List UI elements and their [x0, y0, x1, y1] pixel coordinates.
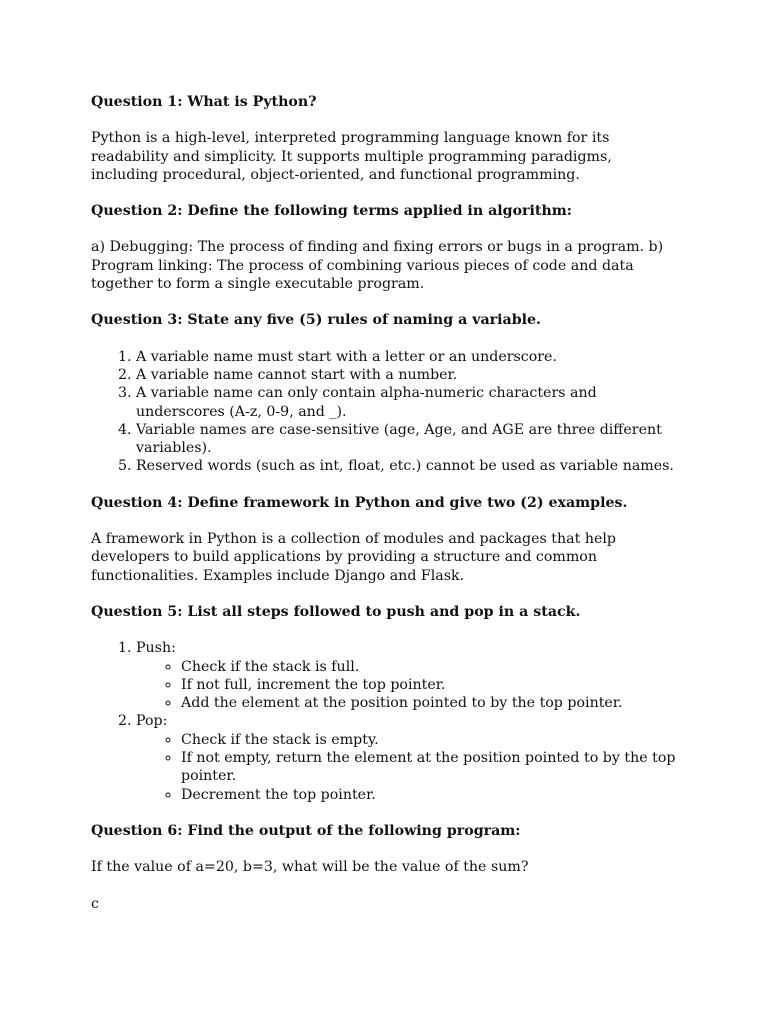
push-steps-list [136, 658, 681, 713]
question-3-heading: Question 3: State any five (5) rules of naming a variable. [91, 312, 541, 329]
naming-rule-item: 4. Variable names are case-sensitive (age, Age, and AGE are three different variables). [136, 421, 681, 458]
question-2-answer: a) Debugging: The process of finding and fixing errors or bugs in a program. b) Program linking: The process of combining various pieces of code and data together to form a single executable program. [91, 239, 664, 293]
pop-step: ◦ Check if the stack is empty. [181, 731, 681, 749]
push-label: Push: [136, 640, 176, 657]
question-6-question: If the value of a=20, b=3, what will be the value of the sum? [91, 859, 529, 876]
question-5-heading: Question 5: List all steps followed to push and pop in a stack. [91, 603, 581, 620]
naming-rule-item: 5. Reserved words (such as int, float, etc.) cannot be used as variable names. [136, 457, 681, 475]
naming-rule-item: 1. A variable name must start with a letter or an underscore. [136, 348, 681, 366]
pop-step: ◦ Decrement the top pointer. [181, 786, 681, 804]
question-4-answer: A framework in Python is a collection of modules and packages that help developers to build applications by providing a structure and common functionalities. Examples include Django and Flask. [91, 531, 616, 584]
pop-label: Pop: [136, 713, 168, 730]
question-1-heading: Question 1: What is Python? [91, 94, 317, 110]
question-6-heading: Question 6: Find the output of the following program: [91, 822, 521, 839]
question-4-heading: Question 4: Define framework in Python and give two (2) examples. [91, 494, 628, 511]
stack-steps-list [91, 639, 681, 804]
push-item [136, 639, 681, 712]
trailing-text: c [91, 895, 99, 912]
pop-item [136, 712, 681, 803]
naming-rules-list [91, 348, 681, 476]
pop-steps-list [136, 731, 681, 804]
question-1-answer: Python is a high-level, interpreted programming language known for its readability and simplicity. It supports multiple programming paradigms, including procedural, object-oriented, and functional programming. [91, 130, 612, 183]
push-step: ◦ Check if the stack is full. [181, 658, 681, 676]
pop-step: ◦ If not empty, return the element at the position pointed to by the top pointer. [181, 749, 681, 786]
naming-rule-item: 3. A variable name can only contain alpha-numeric characters and underscores (A-z, 0-9, and _). [136, 384, 681, 421]
push-step: ◦ If not full, increment the top pointer. [181, 676, 681, 694]
push-step: ◦ Add the element at the position pointed to by the top pointer. [181, 694, 681, 712]
naming-rule-item: 2. A variable name cannot start with a number. [136, 366, 681, 384]
document-page [91, 93, 681, 931]
question-2-heading: Question 2: Define the following terms applied in algorithm: [91, 203, 573, 220]
